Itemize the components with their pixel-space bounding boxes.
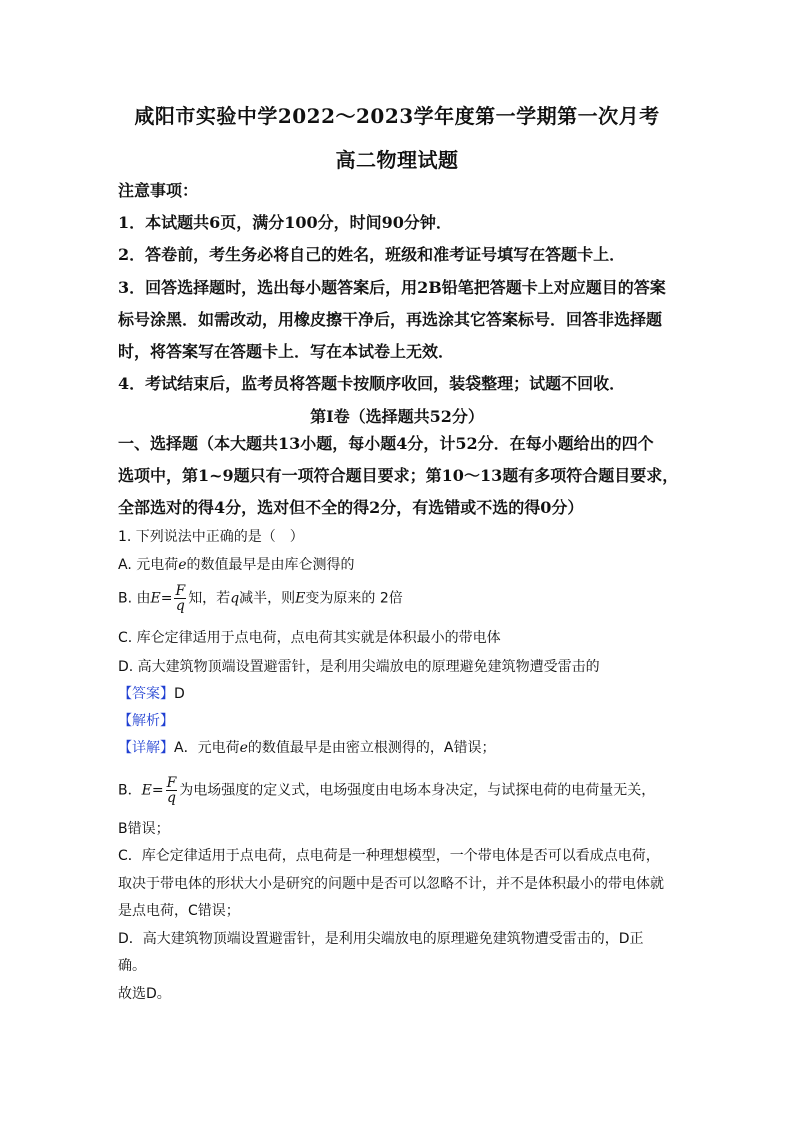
detail-a-text: A．元电荷 xyxy=(174,740,240,756)
exam-title: 咸阳市实验中学2022～2023学年度第一学期第一次月考 xyxy=(134,104,660,128)
answer-value: D xyxy=(174,686,185,702)
conclusion: 故选D。 xyxy=(118,986,171,1002)
exam-subtitle: 高二物理试题 xyxy=(335,148,459,172)
detail-b-text: B． xyxy=(118,782,142,799)
detail-c1: C．库仑定律适用于点电荷，点电荷是一种理想模型，一个带电体是否可以看成点电荷， xyxy=(118,848,660,864)
question-1-option-a xyxy=(118,556,688,574)
var-E: E xyxy=(295,590,306,607)
option-b-text-end: 变为原来的 2倍 xyxy=(305,590,403,607)
question-1-stem: 1. 下列说法中正确的是（ ） xyxy=(118,529,304,545)
detail-d1: D．高大建筑物顶端设置避雷针，是利用尖端放电的原理避免建筑物遭受雷击的，D正 xyxy=(118,931,644,947)
option-b-mid2: 减半，则 xyxy=(239,590,296,607)
section-intro-b: 选项中，第1~9题只有一项符合题目要求；第10～13题有多项符合题目要求， xyxy=(118,466,679,485)
detail-tag: 【详解】 xyxy=(118,740,174,756)
fraction-f-over-q xyxy=(174,584,186,613)
section-title: 第Ⅰ卷（选择题共52分） xyxy=(310,407,484,426)
analysis-tag: 【解析】 xyxy=(118,713,174,729)
fraction-numerator: F xyxy=(166,775,177,791)
detail-c3: 是点电荷，C错误； xyxy=(118,903,240,919)
detail-a-text-end: 的数值最早是由密立根测得的，A错误； xyxy=(247,740,496,756)
note-1: 1．本试题共6页，满分100分，时间90分钟． xyxy=(118,213,452,232)
question-1-option-c: C. 库仑定律适用于点电荷，点电荷其实就是体积最小的带电体 xyxy=(118,630,501,646)
formula-lhs: E= xyxy=(141,782,164,799)
notes-heading: 注意事项： xyxy=(118,181,199,200)
option-a-text: A. 元电荷 xyxy=(118,557,179,573)
detail-b xyxy=(118,776,688,805)
option-b-mid1: 知，若 xyxy=(188,590,231,607)
detail-b-text-end: 为电场强度的定义式，电场强度由电场本身决定，与试探电荷的电荷量无关， xyxy=(179,782,656,799)
analysis-line xyxy=(118,712,688,730)
option-a-text-end: 的数值最早是由库仑测得的 xyxy=(186,557,355,573)
var-e: e xyxy=(178,557,187,573)
note-3b: 标号涂黑．如需改动，用橡皮擦干净后，再选涂其它答案标号．回答非选择题 xyxy=(118,310,663,329)
var-e: e xyxy=(239,740,248,756)
note-3a: 3．回答选择题时，选出每小题答案后，用2B铅笔把答题卡上对应题目的答案 xyxy=(118,278,666,297)
fraction-f-over-q xyxy=(166,776,178,805)
detail-b-end: B错误； xyxy=(118,821,170,837)
fraction-numerator: F xyxy=(175,583,186,599)
formula-lhs: E= xyxy=(150,590,173,607)
note-4: 4．考试结束后，监考员将答题卡按顺序收回，装袋整理；试题不回收． xyxy=(118,374,626,393)
detail-d2: 确。 xyxy=(118,958,146,974)
note-3c: 时，将答案写在答题卡上．写在本试卷上无效． xyxy=(118,342,455,361)
question-1-option-b xyxy=(118,584,688,613)
section-intro-a: 一、选择题（本大题共13小题，每小题4分，计52分．在每小题给出的四个 xyxy=(118,434,654,453)
detail-a xyxy=(118,739,688,757)
option-b-text: B. 由 xyxy=(118,590,151,607)
section-intro-c: 全部选对的得4分，选对但不全的得2分，有选错或不选的得0分） xyxy=(118,498,584,517)
answer-line xyxy=(118,685,688,703)
detail-c2: 取决于带电体的形状大小是研究的问题中是否可以忽略不计，并不是体积最小的带电体就 xyxy=(118,876,664,892)
question-1-option-d: D. 高大建筑物顶端设置避雷针，是利用尖端放电的原理避免建筑物遭受雷击的 xyxy=(118,659,600,675)
var-q: q xyxy=(230,590,240,607)
answer-tag: 【答案】 xyxy=(118,686,174,702)
fraction-denominator: q xyxy=(166,790,176,806)
fraction-denominator: q xyxy=(175,598,185,614)
note-2: 2．答卷前，考生务必将自己的姓名，班级和准考证号填写在答题卡上． xyxy=(118,245,626,264)
